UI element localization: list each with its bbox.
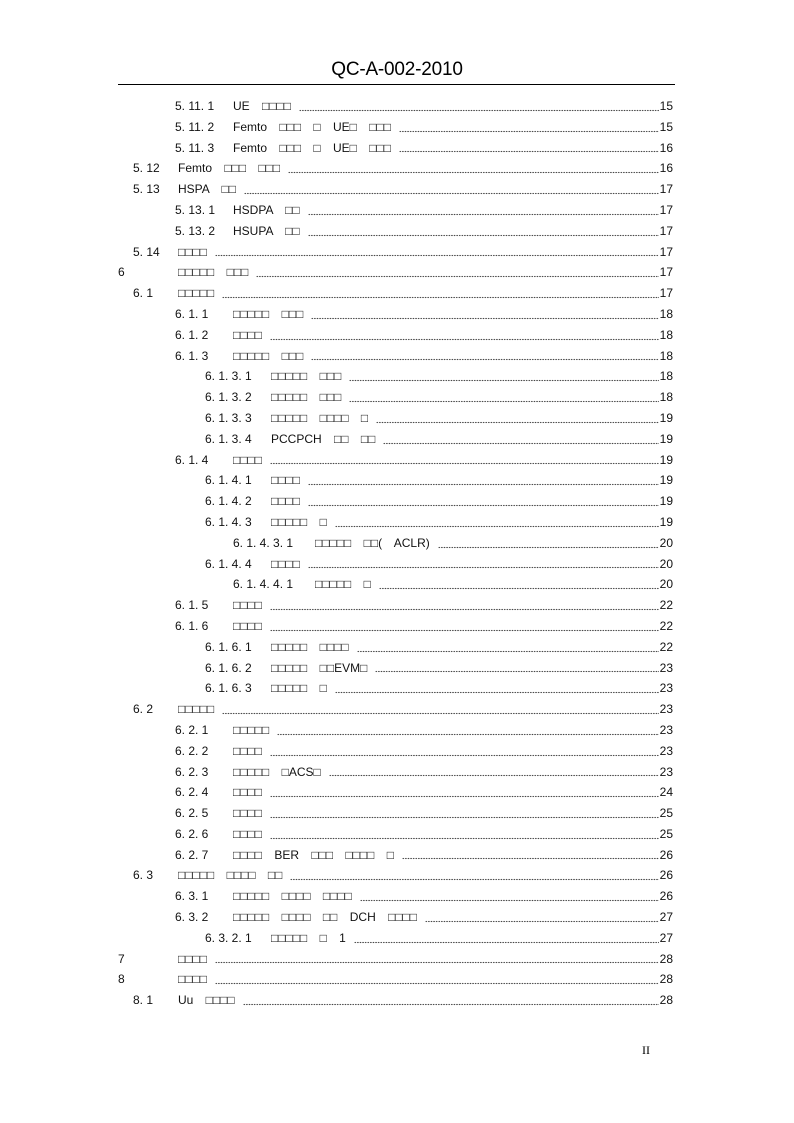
toc-entry-number: 6. 1. 6 <box>175 618 209 633</box>
toc-entry-title: □□□□ BER □□□ □□□□ □ <box>233 847 394 862</box>
toc-entry[interactable] <box>0 990 673 1011</box>
toc-entry-title: □□□□□ □□□ <box>233 306 304 321</box>
toc-entry-title: □□□□□ <box>178 286 215 301</box>
toc-entry[interactable] <box>0 138 673 159</box>
toc-entry[interactable] <box>0 450 673 471</box>
toc-dot-leader <box>349 400 658 403</box>
toc-dot-leader <box>215 254 659 257</box>
toc-entry[interactable] <box>0 678 673 699</box>
toc-entry-number: 6 <box>118 265 125 280</box>
toc-entry-title: □□□□□ □ 1 <box>271 930 346 945</box>
toc-dot-leader <box>335 691 659 694</box>
toc-entry-number: 6. 2. 6 <box>175 826 209 841</box>
toc-entry-number: 6. 1 <box>133 286 154 301</box>
toc-entry[interactable] <box>0 96 673 117</box>
toc-entry-title: □□□□□ □□□ <box>271 369 342 384</box>
toc-entry-number: 6. 1. 1 <box>175 306 209 321</box>
toc-entry-page: 18 <box>659 369 673 384</box>
toc-entry-number: 5. 13 <box>133 182 160 197</box>
toc-entry-title: □□□□□ <box>233 722 270 737</box>
toc-entry[interactable] <box>0 158 673 179</box>
toc-entry-title: □□□□ <box>271 494 300 509</box>
toc-entry-page: 17 <box>659 286 673 301</box>
toc-entry-page: 19 <box>659 494 673 509</box>
toc-entry[interactable] <box>0 886 673 907</box>
toc-entry-page: 18 <box>659 390 673 405</box>
header-rule <box>118 84 675 85</box>
toc-entry[interactable] <box>0 741 673 762</box>
toc-entry-number: 6. 2. 3 <box>175 764 209 779</box>
toc-entry-title: □□□□□ □ <box>271 514 327 529</box>
toc-entry-page: 17 <box>659 244 673 259</box>
toc-dot-leader <box>290 878 658 881</box>
toc-entry-title: □□□□ <box>233 743 262 758</box>
toc-entry-page: 16 <box>659 161 673 176</box>
toc-dot-leader <box>311 317 658 320</box>
toc-entry-number: 6. 1. 6. 1 <box>205 639 252 654</box>
toc-entry[interactable] <box>0 824 673 845</box>
toc-entry[interactable] <box>0 803 673 824</box>
toc-entry-page: 16 <box>659 140 673 155</box>
toc-entry-number: 6. 1. 4. 1 <box>205 473 252 488</box>
toc-entry-title: □□□□ <box>178 244 207 259</box>
toc-entry[interactable] <box>0 574 673 595</box>
toc-entry-page: 23 <box>659 660 673 675</box>
toc-entry-number: 5. 11. 3 <box>175 140 215 155</box>
toc-entry-title: □□□□□ □ACS□ <box>233 764 321 779</box>
toc-dot-leader <box>270 837 659 840</box>
toc-entry-page: 28 <box>659 993 673 1008</box>
toc-entry-number: 6. 2. 7 <box>175 847 209 862</box>
toc-entry-title: □□□□□ □□□□ □ <box>271 410 369 425</box>
toc-entry-page: 19 <box>659 431 673 446</box>
toc-entry[interactable] <box>0 242 673 263</box>
toc-entry-title: HSDPA □□ <box>233 202 300 217</box>
toc-dot-leader <box>222 296 658 299</box>
toc-entry-title: □□□□ <box>233 327 262 342</box>
toc-entry[interactable] <box>0 595 673 616</box>
toc-entry-title: □□□□□ □□□ <box>178 265 249 280</box>
toc-dot-leader <box>243 1003 659 1006</box>
toc-entry-number: 5. 13. 2 <box>175 223 216 238</box>
toc-dot-leader <box>354 941 659 944</box>
toc-entry[interactable] <box>0 949 673 970</box>
toc-entry-title: □□□□ <box>233 826 262 841</box>
toc-entry-title: HSUPA □□ <box>233 223 300 238</box>
toc-dot-leader <box>399 130 659 133</box>
toc-entry[interactable] <box>0 262 673 283</box>
toc-entry-page: 18 <box>659 348 673 363</box>
toc-entry-page: 27 <box>659 910 673 925</box>
toc-entry-number: 8 <box>118 972 125 987</box>
toc-entry[interactable] <box>0 200 673 221</box>
toc-dot-leader <box>215 982 659 985</box>
toc-dot-leader <box>329 774 659 777</box>
toc-dot-leader <box>399 150 659 153</box>
toc-dot-leader <box>425 920 659 923</box>
toc-entry-title: □□□□□ □ <box>271 681 327 696</box>
toc-entry-page: 25 <box>659 806 673 821</box>
toc-entry-page: 18 <box>659 306 673 321</box>
toc-entry-number: 7 <box>118 951 125 966</box>
toc-entry[interactable] <box>0 907 673 928</box>
toc-entry-title: □□□□ <box>233 785 262 800</box>
toc-entry[interactable] <box>0 408 673 429</box>
toc-dot-leader <box>222 712 658 715</box>
toc-dot-leader <box>277 733 658 736</box>
toc-entry-title: □□□□ <box>233 806 262 821</box>
toc-entry-title: □□□□□ □□□ <box>233 348 304 363</box>
toc-entry-title: UE □□□□ <box>233 99 291 113</box>
toc-entry[interactable] <box>0 512 673 533</box>
toc-entry-number: 6. 2. 2 <box>175 743 209 758</box>
toc-entry-number: 6. 1. 3. 1 <box>205 369 252 384</box>
toc-entry[interactable] <box>0 782 673 803</box>
toc-entry[interactable] <box>0 429 673 450</box>
toc-entry-page: 28 <box>659 951 673 966</box>
toc-entry-title: PCCPCH □□ □□ <box>271 431 376 446</box>
toc-entry-title: □□□□□ □□□□ □□ DCH □□□□ <box>233 910 418 925</box>
toc-entry-page: 15 <box>659 119 673 134</box>
toc-entry[interactable] <box>0 325 673 346</box>
toc-dot-leader <box>256 275 658 278</box>
toc-entry[interactable] <box>0 346 673 367</box>
toc-entry-page: 28 <box>659 972 673 987</box>
toc-entry-page: 19 <box>659 410 673 425</box>
toc-entry-number: 5. 11. 1 <box>175 99 215 113</box>
toc-entry-number: 6. 1. 4 <box>175 452 209 467</box>
toc-entry-page: 23 <box>659 702 673 717</box>
toc-entry-page: 20 <box>659 556 673 571</box>
toc-entry-page: 23 <box>659 764 673 779</box>
toc-entry-title: Femto □□□ □ UE□ □□□ <box>233 140 391 155</box>
toc-entry-number: 6. 1. 3. 2 <box>205 390 252 405</box>
toc-dot-leader <box>215 961 659 964</box>
toc-entry-title: Uu □□□□ <box>178 993 235 1008</box>
toc-entry-title: □□□□ <box>233 618 262 633</box>
toc-entry[interactable] <box>0 637 673 658</box>
toc-entry-number: 6. 2. 5 <box>175 806 209 821</box>
toc-entry[interactable] <box>0 387 673 408</box>
toc-entry-page: 17 <box>659 223 673 238</box>
toc-entry-page: 27 <box>659 930 673 945</box>
toc-entry-title: Femto □□□ □□□ <box>178 161 281 176</box>
toc-entry-title: □□□□□ □□□□ □□ <box>178 868 283 883</box>
toc-entry-page: 20 <box>659 577 673 592</box>
toc-entry-page: 22 <box>659 639 673 654</box>
toc-dot-leader <box>299 109 659 112</box>
toc-entry-number: 6. 1. 6. 3 <box>205 681 252 696</box>
toc-entry[interactable] <box>0 470 673 491</box>
toc-dot-leader <box>357 650 659 653</box>
toc-entry-number: 6. 2. 1 <box>175 722 209 737</box>
toc-dot-leader <box>270 338 659 341</box>
toc-dot-leader <box>270 795 659 798</box>
toc-entry-title: □□□□□ □□( ACLR) <box>315 535 430 550</box>
toc-entry[interactable] <box>0 554 673 575</box>
toc-entry-title: □□□□ <box>233 452 262 467</box>
toc-entry-number: 6. 3. 1 <box>175 889 209 904</box>
toc-dot-leader <box>270 816 659 819</box>
toc-dot-leader <box>383 442 658 445</box>
toc-entry-page: 26 <box>659 889 673 904</box>
toc-entry-number: 5. 14 <box>133 244 160 259</box>
toc-entry-number: 6. 1. 3 <box>175 348 209 363</box>
toc-entry[interactable] <box>0 865 673 886</box>
table-of-contents <box>0 96 673 1011</box>
toc-dot-leader <box>308 566 659 569</box>
toc-dot-leader <box>308 234 659 237</box>
toc-entry-title: □□□□□ <box>178 702 215 717</box>
toc-entry-page: 20 <box>659 535 673 550</box>
toc-entry-page: 26 <box>659 868 673 883</box>
toc-dot-leader <box>270 629 659 632</box>
toc-entry[interactable] <box>0 491 673 512</box>
toc-entry-page: 15 <box>659 99 673 113</box>
toc-entry-number: 6. 1. 4. 4. 1 <box>233 577 294 592</box>
toc-entry-page: 23 <box>659 722 673 737</box>
toc-entry-number: 6. 1. 3. 4 <box>205 431 252 446</box>
toc-entry[interactable] <box>0 366 673 387</box>
toc-entry[interactable] <box>0 304 673 325</box>
toc-entry-number: 6. 1. 5 <box>175 598 209 613</box>
toc-entry-number: 6. 1. 4. 3 <box>205 514 252 529</box>
toc-entry-page: 26 <box>659 847 673 862</box>
toc-entry-page: 23 <box>659 681 673 696</box>
toc-dot-leader <box>379 587 659 590</box>
toc-entry-number: 5. 13. 1 <box>175 202 216 217</box>
toc-entry[interactable] <box>0 720 673 741</box>
toc-entry[interactable] <box>0 969 673 990</box>
toc-entry[interactable] <box>0 658 673 679</box>
toc-entry-page: 22 <box>659 618 673 633</box>
toc-dot-leader <box>360 899 659 902</box>
toc-entry-page: 19 <box>659 473 673 488</box>
toc-entry-page: 22 <box>659 598 673 613</box>
toc-entry-number: 6. 3. 2. 1 <box>205 930 252 945</box>
toc-entry-page: 24 <box>659 785 673 800</box>
toc-dot-leader <box>270 754 659 757</box>
page-number: II <box>642 1043 650 1057</box>
toc-entry-number: 6. 1. 4. 2 <box>205 494 252 509</box>
toc-entry-page: 18 <box>659 327 673 342</box>
toc-dot-leader <box>308 213 659 216</box>
toc-entry-title: Femto □□□ □ UE□ □□□ <box>233 119 391 134</box>
toc-entry-number: 6. 1. 2 <box>175 327 209 342</box>
toc-entry[interactable] <box>0 699 673 720</box>
toc-entry-page: 17 <box>659 265 673 280</box>
toc-entry-title: □□□□ <box>178 951 207 966</box>
toc-entry[interactable] <box>0 928 673 949</box>
toc-entry-page: 25 <box>659 826 673 841</box>
toc-entry-number: 6. 3 <box>133 868 154 883</box>
toc-entry-number: 6. 3. 2 <box>175 910 209 925</box>
toc-entry[interactable] <box>0 221 673 242</box>
toc-entry-number: 6. 1. 3. 3 <box>205 410 252 425</box>
toc-dot-leader <box>288 171 658 174</box>
document-code: QC-A-002-2010 <box>331 59 463 80</box>
toc-entry-page: 23 <box>659 743 673 758</box>
toc-dot-leader <box>308 504 659 507</box>
toc-entry-page: 19 <box>659 514 673 529</box>
toc-entry-title: □□□□□ □□EVM□ <box>271 660 368 675</box>
toc-dot-leader <box>244 192 659 195</box>
toc-entry-title: □□□□ <box>271 473 300 488</box>
toc-entry-page: 17 <box>659 182 673 197</box>
toc-entry-page: 17 <box>659 202 673 217</box>
toc-dot-leader <box>335 525 659 528</box>
toc-dot-leader <box>311 358 658 361</box>
toc-entry[interactable] <box>0 283 673 304</box>
toc-entry-number: 6. 2. 4 <box>175 785 209 800</box>
toc-entry-page: 19 <box>659 452 673 467</box>
toc-entry-title: HSPA □□ <box>178 182 236 197</box>
toc-entry-title: □□□□ <box>233 598 262 613</box>
toc-entry-number: 6. 1. 4. 4 <box>205 556 252 571</box>
toc-entry-title: □□□□□ □□□ <box>271 390 342 405</box>
toc-entry-title: □□□□ <box>271 556 300 571</box>
toc-entry-number: 8. 1 <box>133 993 154 1008</box>
toc-entry-title: □□□□ <box>178 972 207 987</box>
toc-entry-number: 6. 1. 6. 2 <box>205 660 252 675</box>
toc-dot-leader <box>349 379 658 382</box>
toc-dot-leader <box>376 421 658 424</box>
toc-entry-number: 6. 1. 4. 3. 1 <box>233 535 294 550</box>
toc-entry-number: 6. 2 <box>133 702 154 717</box>
toc-dot-leader <box>402 857 659 860</box>
toc-dot-leader <box>270 608 659 611</box>
toc-entry[interactable] <box>0 117 673 138</box>
toc-entry-number: 5. 12 <box>133 161 160 176</box>
toc-entry[interactable] <box>0 762 673 783</box>
toc-dot-leader <box>308 483 659 486</box>
toc-dot-leader <box>438 546 659 549</box>
toc-entry[interactable] <box>0 179 673 200</box>
toc-entry[interactable] <box>0 845 673 866</box>
toc-entry[interactable] <box>0 616 673 637</box>
toc-entry-number: 5. 11. 2 <box>175 119 215 134</box>
toc-entry-title: □□□□□ □□□□ □□□□ <box>233 889 352 904</box>
toc-dot-leader <box>375 670 658 673</box>
toc-entry-title: □□□□□ □□□□ <box>271 639 349 654</box>
toc-entry-title: □□□□□ □ <box>315 577 371 592</box>
toc-entry[interactable] <box>0 533 673 554</box>
toc-dot-leader <box>270 462 659 465</box>
